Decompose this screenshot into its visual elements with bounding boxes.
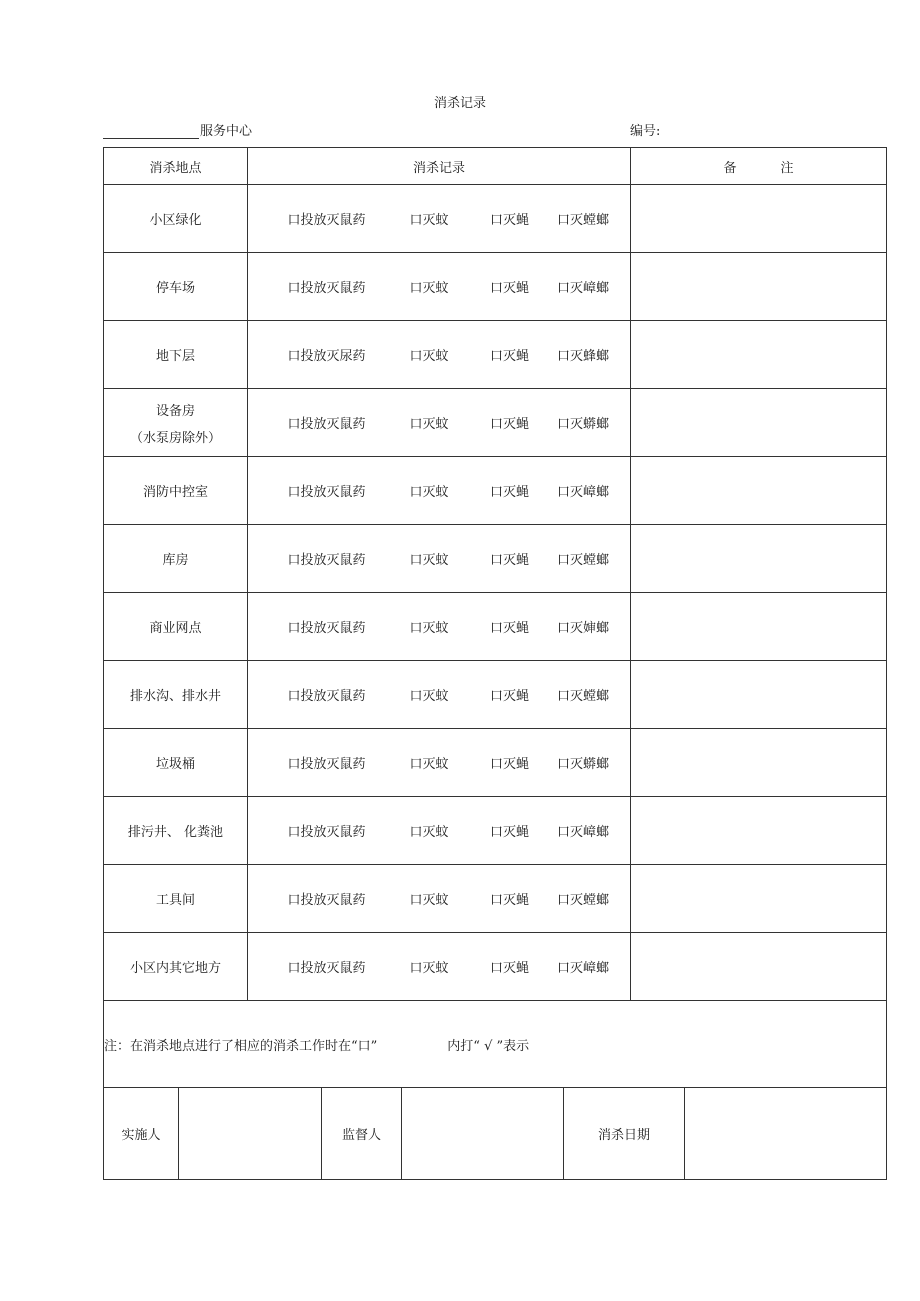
- header-record: 消杀记录: [248, 148, 631, 185]
- mosquito-option[interactable]: 口灭蚊: [409, 689, 449, 704]
- location-label: 工具间: [155, 893, 195, 908]
- remark-cell[interactable]: [631, 253, 887, 321]
- table-row: [104, 933, 887, 1001]
- location-label: 地下层: [155, 349, 195, 364]
- mosquito-option[interactable]: 口灭蚊: [409, 485, 449, 500]
- implementer-label: 实施人: [104, 1088, 179, 1180]
- table-row: [104, 729, 887, 797]
- cockroach-option[interactable]: 口灭嶂螂: [556, 281, 609, 296]
- fly-option[interactable]: 口灭蝇: [489, 893, 529, 908]
- location-cell: [104, 661, 248, 729]
- rodenticide-option[interactable]: 口投放灭鼠药: [287, 417, 366, 432]
- remark-cell[interactable]: [631, 185, 887, 253]
- table-row: [104, 661, 887, 729]
- note-cell: [104, 1001, 887, 1088]
- rodenticide-option[interactable]: 口投放灭鼠药: [287, 281, 366, 296]
- location-cell: [104, 253, 248, 321]
- remark-cell[interactable]: [631, 321, 887, 389]
- rodenticide-option[interactable]: 口投放灭尿药: [287, 349, 366, 364]
- table-row: [104, 253, 887, 321]
- mosquito-option[interactable]: 口灭蚊: [409, 417, 449, 432]
- location-cell: [104, 797, 248, 865]
- record-cell: [248, 661, 631, 729]
- remark-cell[interactable]: [631, 797, 887, 865]
- supervisor-label: 监督人: [322, 1088, 402, 1180]
- location-cell: [104, 729, 248, 797]
- table-header-row: [104, 148, 887, 185]
- location-label: 排水沟、排水井: [129, 689, 221, 704]
- mosquito-option[interactable]: 口灭蚊: [409, 893, 449, 908]
- table-row: [104, 593, 887, 661]
- location-cell: [104, 457, 248, 525]
- fly-option[interactable]: 口灭蝇: [489, 961, 529, 976]
- location-cell: [104, 185, 248, 253]
- remark-cell[interactable]: [631, 593, 887, 661]
- fly-option[interactable]: 口灭蝇: [489, 689, 529, 704]
- remark-cell[interactable]: [631, 729, 887, 797]
- page-title: 消杀记录: [433, 96, 486, 111]
- remark-cell[interactable]: [631, 933, 887, 1001]
- rodenticide-option[interactable]: 口投放灭鼠药: [287, 961, 366, 976]
- mosquito-option[interactable]: 口灭蚊: [409, 825, 449, 840]
- record-cell: [248, 321, 631, 389]
- location-cell: [104, 593, 248, 661]
- location-label: 小区内其它地方: [129, 961, 221, 976]
- record-cell: [248, 525, 631, 593]
- rodenticide-option[interactable]: 口投放灭鼠药: [287, 621, 366, 636]
- disinfection-table: [103, 147, 887, 1088]
- location-cell: [104, 389, 248, 457]
- fly-option[interactable]: 口灭蝇: [489, 553, 529, 568]
- location-sublabel: （水泵房除外）: [129, 430, 221, 446]
- record-cell: [248, 389, 631, 457]
- location-label: 商业网点: [149, 621, 202, 636]
- rodenticide-option[interactable]: 口投放灭鼠药: [287, 825, 366, 840]
- service-center-line: [103, 120, 252, 139]
- location-label: 消防中控室: [142, 485, 208, 500]
- cockroach-option[interactable]: 口灭婶螂: [556, 621, 609, 636]
- remark-cell[interactable]: [631, 389, 887, 457]
- location-label: 排污井、 化粪池: [127, 825, 224, 840]
- mosquito-option[interactable]: 口灭蚊: [409, 621, 449, 636]
- cockroach-option[interactable]: 口灭蜂螂: [556, 349, 609, 364]
- supervisor-field[interactable]: [402, 1088, 564, 1180]
- location-cell: [104, 933, 248, 1001]
- fly-option[interactable]: 口灭蝇: [489, 417, 529, 432]
- record-cell: [248, 865, 631, 933]
- location-label: 垃圾桶: [155, 757, 195, 772]
- header-remark: [631, 148, 887, 185]
- remark-cell[interactable]: [631, 525, 887, 593]
- table-row: [104, 321, 887, 389]
- signature-row: [104, 1088, 887, 1180]
- note-text-part2: 内打“ √ ”表示: [447, 1038, 530, 1054]
- signature-table: [103, 1087, 887, 1180]
- location-cell: [104, 865, 248, 933]
- location-label: 设备房: [155, 403, 195, 419]
- location-cell: [104, 321, 248, 389]
- header-remark-1: 备: [723, 160, 737, 176]
- number-label: 编号:: [630, 124, 661, 139]
- fly-option[interactable]: 口灭蝇: [489, 757, 529, 772]
- mosquito-option[interactable]: 口灭蚊: [409, 961, 449, 976]
- record-cell: [248, 253, 631, 321]
- service-center-blank[interactable]: [103, 124, 199, 139]
- date-field[interactable]: [685, 1088, 887, 1180]
- date-label: 消杀日期: [564, 1088, 685, 1180]
- fly-option[interactable]: 口灭蝇: [489, 825, 529, 840]
- header-location: 消杀地点: [104, 148, 248, 185]
- table-row: [104, 525, 887, 593]
- fly-option[interactable]: 口灭蝇: [489, 485, 529, 500]
- record-cell: [248, 185, 631, 253]
- fly-option[interactable]: 口灭蝇: [489, 213, 529, 228]
- rodenticide-option[interactable]: 口投放灭鼠药: [287, 485, 366, 500]
- table-row: [104, 185, 887, 253]
- record-cell: [248, 933, 631, 1001]
- mosquito-option[interactable]: 口灭蚊: [409, 553, 449, 568]
- remark-cell[interactable]: [631, 865, 887, 933]
- location-cell: [104, 525, 248, 593]
- rodenticide-option[interactable]: 口投放灭鼠药: [287, 893, 366, 908]
- note-text-part1: 注：在消杀地点进行了相应的消杀工作时在“口”: [104, 1038, 378, 1054]
- cockroach-option[interactable]: 口灭螳螂: [556, 689, 609, 704]
- cockroach-option[interactable]: 口灭嶂螂: [556, 825, 609, 840]
- rodenticide-option[interactable]: 口投放灭鼠药: [287, 213, 366, 228]
- location-label: 库房: [162, 553, 189, 568]
- table-body: [104, 185, 887, 1001]
- record-cell: [248, 593, 631, 661]
- note-row: [104, 1001, 887, 1088]
- table-row: [104, 389, 887, 457]
- remark-cell[interactable]: [631, 661, 887, 729]
- mosquito-option[interactable]: 口灭蚊: [409, 757, 449, 772]
- rodenticide-option[interactable]: 口投放灭鼠药: [287, 757, 366, 772]
- location-label: 停车场: [155, 281, 195, 296]
- service-center-label: 服务中心: [200, 124, 253, 139]
- table-row: [104, 457, 887, 525]
- cockroach-option[interactable]: 口灭螳螂: [556, 213, 609, 228]
- mosquito-option[interactable]: 口灭蚊: [409, 281, 449, 296]
- cockroach-option[interactable]: 口灭螳螂: [556, 893, 609, 908]
- record-cell: [248, 797, 631, 865]
- table-row: [104, 797, 887, 865]
- fly-option[interactable]: 口灭蝇: [489, 281, 529, 296]
- fly-option[interactable]: 口灭蝇: [489, 349, 529, 364]
- implementer-field[interactable]: [179, 1088, 322, 1180]
- rodenticide-option[interactable]: 口投放灭鼠药: [287, 689, 366, 704]
- table-row: [104, 865, 887, 933]
- header-remark-2: 注: [780, 160, 794, 176]
- location-label: 小区绿化: [149, 213, 202, 228]
- cockroach-option[interactable]: 口灭嶂螂: [556, 961, 609, 976]
- cockroach-option[interactable]: 口灭嶂螂: [556, 485, 609, 500]
- record-cell: [248, 457, 631, 525]
- rodenticide-option[interactable]: 口投放灭鼠药: [287, 553, 366, 568]
- cockroach-option[interactable]: 口灭蟒螂: [556, 757, 609, 772]
- remark-cell[interactable]: [631, 457, 887, 525]
- mosquito-option[interactable]: 口灭蚊: [409, 213, 449, 228]
- record-cell: [248, 729, 631, 797]
- mosquito-option[interactable]: 口灭蚊: [409, 349, 449, 364]
- cockroach-option[interactable]: 口灭螳螂: [556, 553, 609, 568]
- cockroach-option[interactable]: 口灭蟒螂: [556, 417, 609, 432]
- fly-option[interactable]: 口灭蝇: [489, 621, 529, 636]
